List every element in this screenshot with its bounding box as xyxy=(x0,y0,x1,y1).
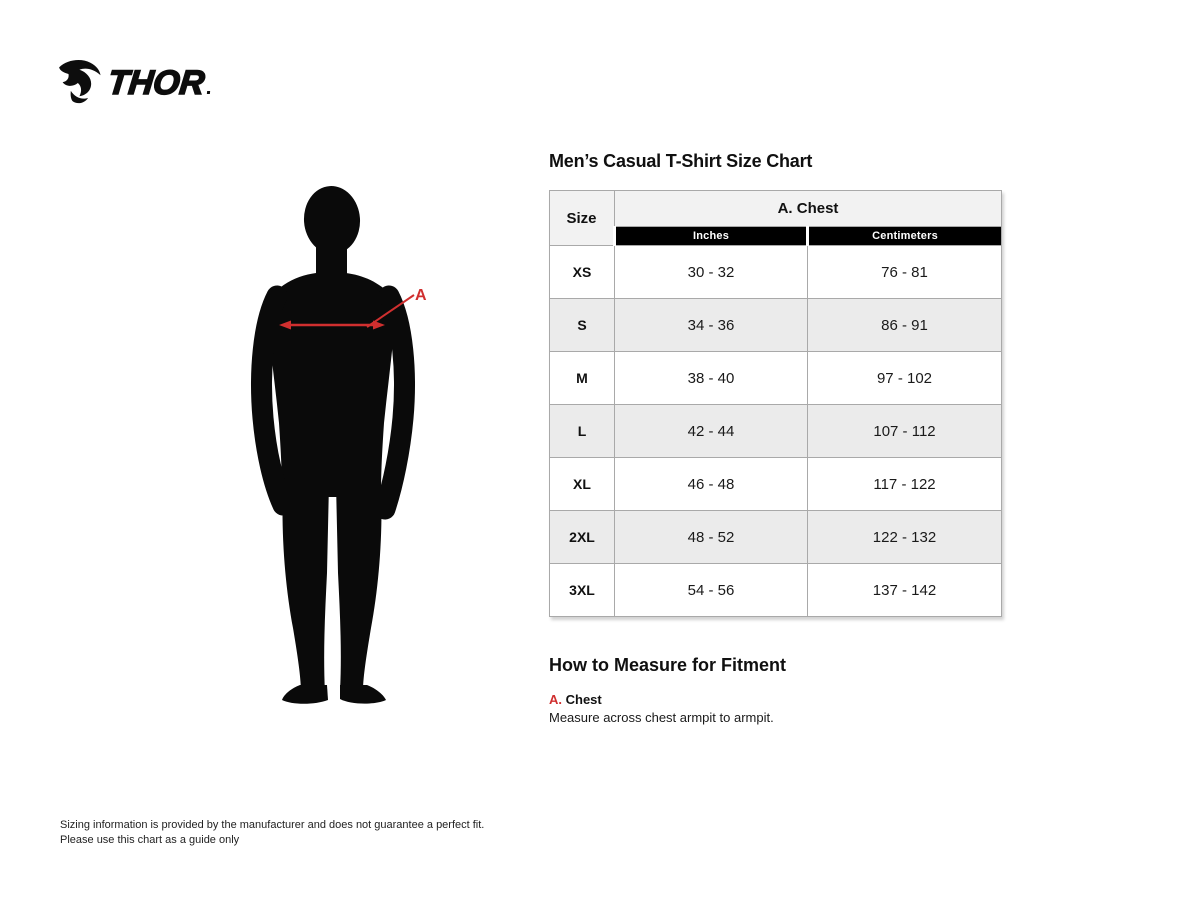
footer-disclaimer xyxy=(60,818,484,848)
size-cell: L xyxy=(550,405,615,458)
inches-cell: 30 - 32 xyxy=(615,246,808,299)
centimeters-cell: 117 - 122 xyxy=(808,458,1002,511)
measure-description-chest: Measure across chest armpit to armpit. xyxy=(549,710,774,725)
centimeters-cell: 137 - 142 xyxy=(808,564,1002,617)
brand-wordmark xyxy=(106,66,206,100)
size-cell: XS xyxy=(550,246,615,299)
inches-cell: 42 - 44 xyxy=(615,405,808,458)
table-row xyxy=(550,405,1002,458)
brand-logo xyxy=(56,58,207,108)
table-row xyxy=(550,511,1002,564)
table-header-row xyxy=(550,191,1002,227)
size-cell: S xyxy=(550,299,615,352)
inches-cell: 46 - 48 xyxy=(615,458,808,511)
centimeters-cell: 86 - 91 xyxy=(808,299,1002,352)
size-cell: 3XL xyxy=(550,564,615,617)
table-row xyxy=(550,458,1002,511)
chest-group-header: A. Chest xyxy=(615,191,1002,227)
trademark-dot xyxy=(207,91,210,94)
size-column-header: Size xyxy=(550,191,615,246)
inches-cell: 34 - 36 xyxy=(615,299,808,352)
size-cell: M xyxy=(550,352,615,405)
thor-beast-icon xyxy=(56,58,106,108)
how-to-measure-heading: How to Measure for Fitment xyxy=(549,655,787,675)
size-cell: XL xyxy=(550,458,615,511)
measure-item-label xyxy=(549,692,1001,707)
brand-wordmark-text: THOR xyxy=(106,64,207,102)
size-cell: 2XL xyxy=(550,511,615,564)
table-row xyxy=(550,352,1002,405)
inches-subheader: Inches xyxy=(615,227,808,246)
table-row xyxy=(550,246,1002,299)
disclaimer-line-2: Please use this chart as a guide only xyxy=(60,833,240,846)
body-silhouette xyxy=(243,183,448,708)
table-subheader-row xyxy=(550,227,1002,246)
measure-name-chest: Chest xyxy=(565,692,602,707)
inches-cell: 54 - 56 xyxy=(615,564,808,617)
silhouette-shapes xyxy=(262,184,405,704)
measure-key-a: A. xyxy=(549,692,562,707)
table-row xyxy=(550,299,1002,352)
centimeters-cell: 97 - 102 xyxy=(808,352,1002,405)
centimeters-cell: 107 - 112 xyxy=(808,405,1002,458)
measure-label-a: A xyxy=(415,287,427,304)
size-chart-section xyxy=(549,151,1001,725)
size-chart-table xyxy=(549,190,1002,617)
measure-item-chest xyxy=(549,692,1001,725)
inches-cell: 38 - 40 xyxy=(615,352,808,405)
centimeters-cell: 76 - 81 xyxy=(808,246,1002,299)
table-row xyxy=(550,564,1002,617)
centimeters-subheader: Centimeters xyxy=(808,227,1002,246)
inches-cell: 48 - 52 xyxy=(615,511,808,564)
disclaimer-line-1: Sizing information is provided by the manufacturer and does not guarantee a perfect fit. xyxy=(60,819,485,831)
size-chart-title: Men’s Casual T-Shirt Size Chart xyxy=(549,151,813,171)
centimeters-cell: 122 - 132 xyxy=(808,511,1002,564)
body-silhouette-figure xyxy=(243,183,448,708)
